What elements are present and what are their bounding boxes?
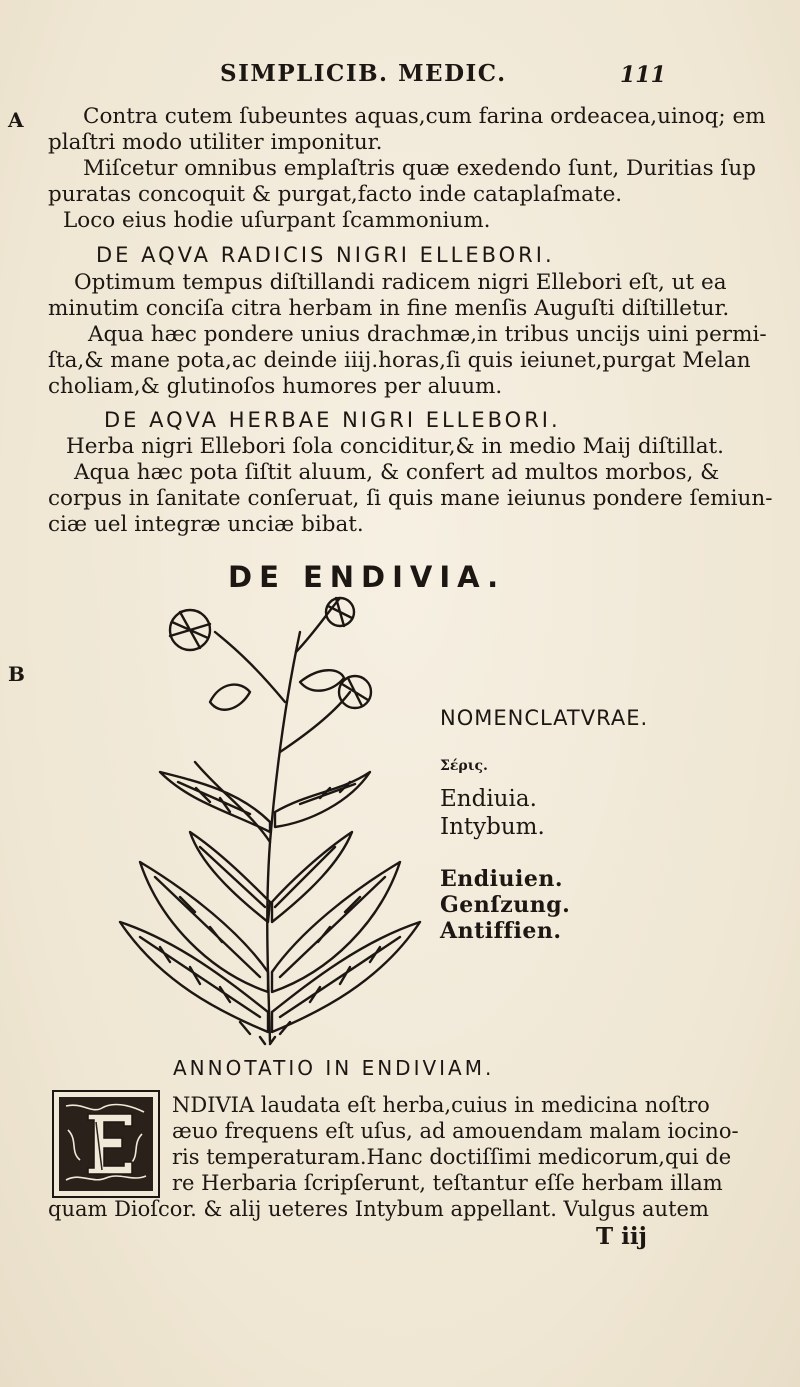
section-heading: DE AQVA HERBAE NIGRI ELLEBORI. (104, 408, 561, 432)
text-line: puratas concoquit & purgat,facto inde cataplaſmate. (48, 182, 623, 207)
running-header (220, 60, 700, 94)
margin-letter-b: B (8, 662, 25, 686)
german-name: Antiffien. (440, 918, 562, 944)
text-line: Herba nigri Ellebori ſola conciditur,& in medio Maij diſtillat. (66, 434, 724, 459)
text-line: Miſcetur omnibus emplaſtris quæ exedendo ſunt, Duritias ſup (83, 156, 756, 181)
text-line: plaſtri modo utiliter imponitur. (48, 130, 383, 155)
text-line: Aqua hæc pondere unius drachmæ,in tribus uncijs uini permi- (88, 322, 767, 347)
text-line: NDIVIA laudata eſt herba,cuius in medicina noſtro (172, 1093, 710, 1117)
text-line: ciæ uel integræ unciæ bibat. (48, 512, 364, 537)
section-heading: DE AQVA RADICIS NIGRI ELLEBORI. (96, 243, 555, 267)
running-title: SIMPLICIB. MEDIC. (220, 60, 507, 87)
text-line: Loco eius hodie uſurpant ſcammonium. (63, 208, 491, 233)
text-line: minutim conciſa citra herbam in fine menſis Auguſti diſtilletur. (48, 296, 730, 321)
nomenclature-title: NOMENCLATVRAE. (440, 706, 649, 730)
text-line: Optimum tempus diſtillandi radicem nigri Ellebori eſt, ut ea (74, 270, 727, 295)
text-line: choliam,& glutinoſos humores per aluum. (48, 374, 503, 399)
text-line: ris temperaturam.Hanc doctiſſimi medicorum,qui de (172, 1145, 732, 1169)
german-name: Endiuien. (440, 866, 564, 892)
german-name: Genſzung. (440, 892, 571, 918)
text-line: quam Dioſcor. & alij ueteres Intybum appellant. Vulgus autem (48, 1197, 709, 1221)
latin-name: Intybum. (440, 814, 545, 840)
latin-name: Endiuia. (440, 786, 537, 812)
greek-name: Σέρις. (440, 758, 488, 774)
page-number: 111 (620, 62, 666, 88)
text-line: æuo frequens eſt uſus, ad amouendam malam iocino- (172, 1119, 739, 1143)
text-line: Contra cutem ſubeuntes aquas,cum farina ordeacea,uinoq; em (83, 104, 766, 129)
margin-letter-a: A (8, 108, 24, 132)
text-line: ſta,& mane pota,ac deinde iiij.horas,ſi quis ieiunet,purgat Melan (48, 348, 751, 373)
section-heading: ANNOTATIO IN ENDIVIAM. (173, 1056, 495, 1080)
text-line: corpus in ſanitate conſeruat, ſi quis mane ieiunus pondere ſemiun- (48, 486, 773, 511)
endive-woodcut-illustration (100, 592, 440, 1047)
text-line: re Herbaria ſcripſerunt, teſtantur eſſe herbam illam (172, 1171, 723, 1195)
signature-mark: T iij (596, 1223, 647, 1250)
chapter-heading: DE ENDIVIA. (228, 560, 506, 594)
decorated-initial-e (52, 1090, 160, 1198)
text-line: Aqua hæc pota ſiſtit aluum, & confert ad multos morbos, & (74, 460, 720, 485)
